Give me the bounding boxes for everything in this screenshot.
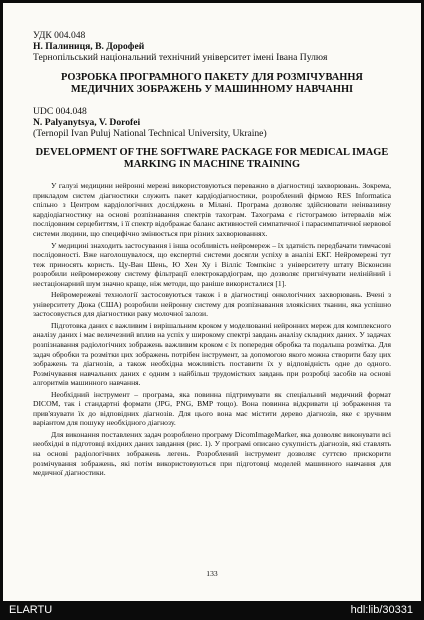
affiliation-ua: Тернопільський національний технічний університет імені Івана Пулюя	[33, 52, 328, 64]
paragraph: Нейромережеві технології застосовуються також і в діагностиці онкологічних захворювань. Вчені з університету Дюка (США) розробили нейронну систему для розпізнавання злоякісних тканин, яка успішно застосовується для діагностики раку молочної залози.	[33, 290, 391, 319]
body-text	[33, 181, 391, 477]
authors-ua: Н. Палиниця, В. Дорофей	[33, 41, 145, 53]
paragraph: У галузі медицини нейронні мережі використовуються переважно в діагностиці захворювань. Зокрема, прикладом систем діагностики служить пакет кардіодіагностики, розроблений фірмою RES Informatica спільно з Центром кардіологічних досліджень в Мілані. Програма дозволяє здійснювати неінвазивну кардіодіагностику на основі розпізнавання спектрів тахограм. Тахограма є гістограмою інтервалів між послідовним серцебиттям, і її спектр відображає баланс активностей симпатичної і парасимпатичної нервової системи людини, що специфічно змінюється при різних захворюваннях.	[33, 181, 391, 238]
repository-name: ELARTU	[9, 604, 53, 616]
authors-en: N. Palyanytsya, V. Dorofei	[33, 116, 141, 128]
paragraph: Необхідний інструмент – програма, яка повинна підтримувати як спеціальний медичний формат DICOM, так і стандартні формати (JPG, PNG, BMP тощо). Вона повинна відкривати ці зображення та прив'язувати їх до відповідних діагнозів. Для цього вона має містити дерево діагнозів, яке є зручним варіантом для пошуку необхідного діагнозу.	[33, 389, 391, 428]
paragraph: У медицині знаходить застосування і інша особливість нейромереж – їх здатність передбачати тимчасові послідовності. Вже наголошувалося, що експертні системи досягли успіху в аналізі ЕКГ. Нейромережі тут теж приносять користь. Цу-Ван Шень, Ю Хен Ху і Вілліс Томпкінс з університету штату Вісконсин розробили нейромережову систему фільтрації електрокардіограм, що дозволяє пригнічувати нелінійний і нестаціонарний шум значно краще, ніж методи, що раніше використалися [1].	[33, 240, 391, 288]
handle-link[interactable]: hdl:lib/30331	[350, 604, 413, 616]
paragraph: Для виконання поставлених задач розроблено програму DicomImageMarker, яка дозволяє виконувати всі необхідні в підготовці вхідних даних завдання (рис. 1). У програмі описано сукупність діагнозів, які ставлять на основі радіологічних зображень легень. Розроблений інструмент дозволяє суттєво прискорити розмічування зображень, які потім використовуються при підготовці моделей машинного навчання для медичної діагностики.	[33, 429, 391, 478]
udc-en: UDC 004.048	[33, 105, 87, 117]
footer-bar	[0, 601, 424, 620]
affiliation-en: (Ternopil Ivan Puluj National Technical University, Ukraine)	[33, 128, 267, 140]
title-ua-line-1: РОЗРОБКА ПРОГРАМНОГО ПАКЕТУ ДЛЯ РОЗМІЧУВАННЯ	[61, 71, 363, 83]
paragraph: Підготовка даних є важливим і вирішальним кроком у моделюванні нейронних мереж для комплексного аналізу даних і має величезний вплив на успіх у широкому спектрі завдань аналізу складних даних. У задачах розпізнавання радіологічних зображень важливим кроком є їх попередня обробка та подальша розмітка. Для задач обробки та розмітки цих зображень потрібен інструмент, за допомогою якого можна створити базу цих зображень та діагнозів, а також необхідна можливість поставити їх у відповідність одне до одного. Розмічування навчальних даних є одним з найбільш трудомістких завдань при розробці засобів на основі алгоритмів машинного навчання.	[33, 320, 391, 388]
udc-ua: УДК 004.048	[33, 30, 86, 41]
title-ua-line-2: МЕДИЧНИХ ЗОБРАЖЕНЬ У МАШИННОМУ НАВЧАННІ	[70, 83, 354, 95]
title-en-line-2: MARKING IN MACHINE TRAINING	[123, 159, 301, 171]
document-page	[3, 3, 421, 601]
title-en-line-1: DEVELOPMENT OF THE SOFTWARE PACKAGE FOR MEDICAL IMAGE	[35, 147, 389, 159]
page-number: 133	[206, 569, 218, 578]
